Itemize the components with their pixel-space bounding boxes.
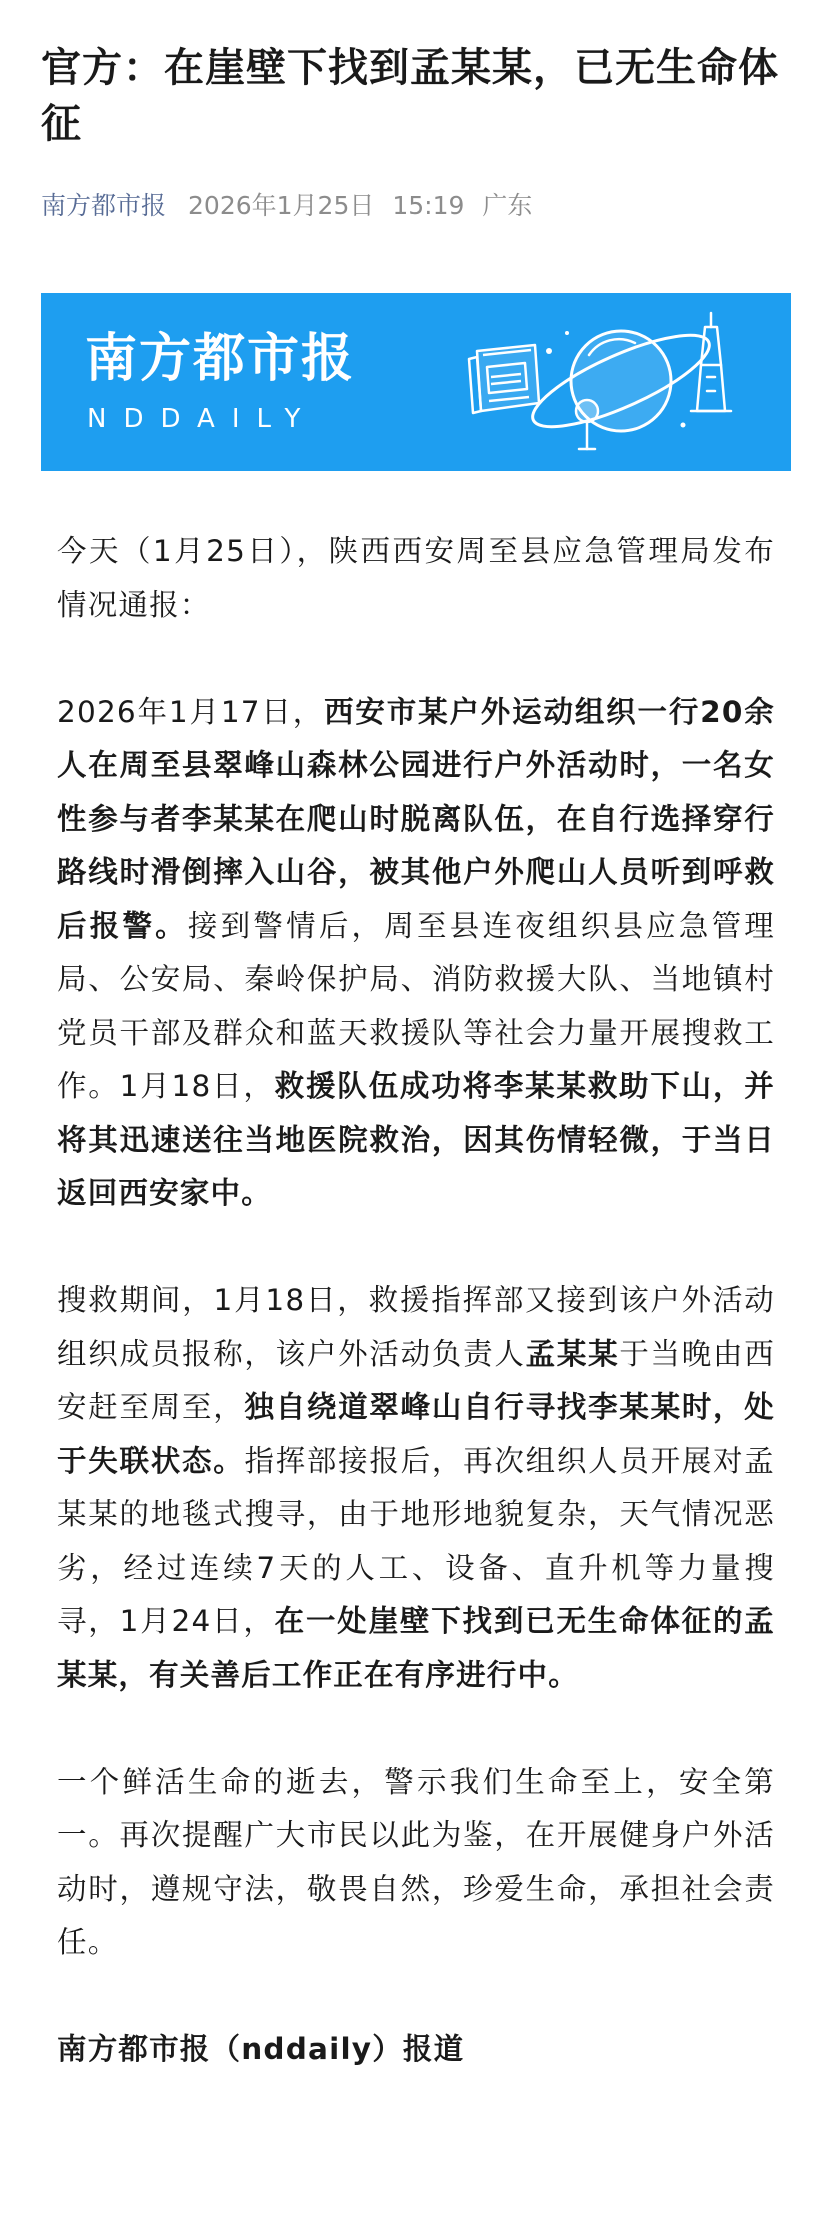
paragraph-intro (57, 525, 775, 632)
paragraph-bold-text: 独自绕道翠峰山自行寻找李某某时，处于失联状态。 (57, 1390, 776, 1478)
banner-brand-subtitle: NDDAILY (87, 404, 318, 434)
article-meta (41, 188, 532, 224)
newspaper-icon (469, 345, 539, 413)
brand-banner (41, 293, 791, 471)
tower-icon (691, 313, 731, 411)
paragraph-text: 搜救期间，1月18日，救援指挥部又接到该户外活动组织成员报称，该户外活动负责人 (57, 1283, 775, 1371)
source-link[interactable]: 南方都市报 (41, 191, 167, 220)
paragraph-bold-text: 在一处崖壁下找到已无生命体征的孟某某，有关善后工作正在有序进行中。 (57, 1604, 775, 1692)
paragraph-text: 今天（1月25日），陕西西安周至县应急管理局发布情况通报： (57, 534, 775, 622)
paragraph-text: 于当晚由西安赶至周至， (57, 1336, 775, 1424)
paragraph-text: 接到警情后，周至县连夜组织县应急管理局、公安局、秦岭保护局、消防救援大队、当地镇村党员干部及群众和蓝天救援队等社会力量开展搜救工作。1月18日， (57, 908, 775, 1103)
paragraph-text: 一个鲜活生命的逝去，警示我们生命至上，安全第一。再次提醒广大市民以此为鉴，在开展健身户外活动时，遵规守法，敬畏自然，珍爱生命，承担社会责任。 (57, 1764, 775, 1959)
paragraph-text: 指挥部接报后，再次组织人员开展对孟某某的地毯式搜寻，由于地形地貌复杂，天气情况恶劣，经过连续7天的人工、设备、直升机等力量搜寻，1月24日， (57, 1443, 776, 1638)
publish-location: 广东 (482, 191, 533, 220)
publish-time: 15:19 (392, 191, 465, 220)
paragraph-bold-text: 西安市某户外运动组织一行20余人在周至县翠峰山森林公园进行户外活动时，一名女性参与者李某某在爬山时脱离队伍，在自行选择穿行路线时滑倒摔入山谷，被其他户外爬山人员听到呼救后报警。 (57, 694, 775, 943)
publish-date: 2026年1月25日 (188, 191, 375, 220)
paragraph-bold-text: 救援队伍成功将李某某救助下山，并将其迅速送往当地医院救治，因其伤情轻微，于当日返回西安家中。 (57, 1069, 775, 1210)
paragraph-bold-text: 孟某某 (525, 1336, 620, 1371)
article-footer: 南方都市报（nddaily）报道 (57, 2032, 465, 2066)
paragraph-text: 2026年1月17日， (57, 694, 325, 729)
banner-brand-name: 南方都市报 (85, 329, 356, 389)
paragraph-incident (57, 686, 775, 1221)
banner-illustration (421, 293, 791, 471)
paragraph-warning (57, 1756, 775, 1970)
planet-icon (523, 318, 720, 444)
article-title: 官方：在崖壁下找到孟某某，已无生命体征 (41, 45, 779, 147)
article-body (57, 525, 775, 2130)
paragraph-search (57, 1274, 775, 1702)
